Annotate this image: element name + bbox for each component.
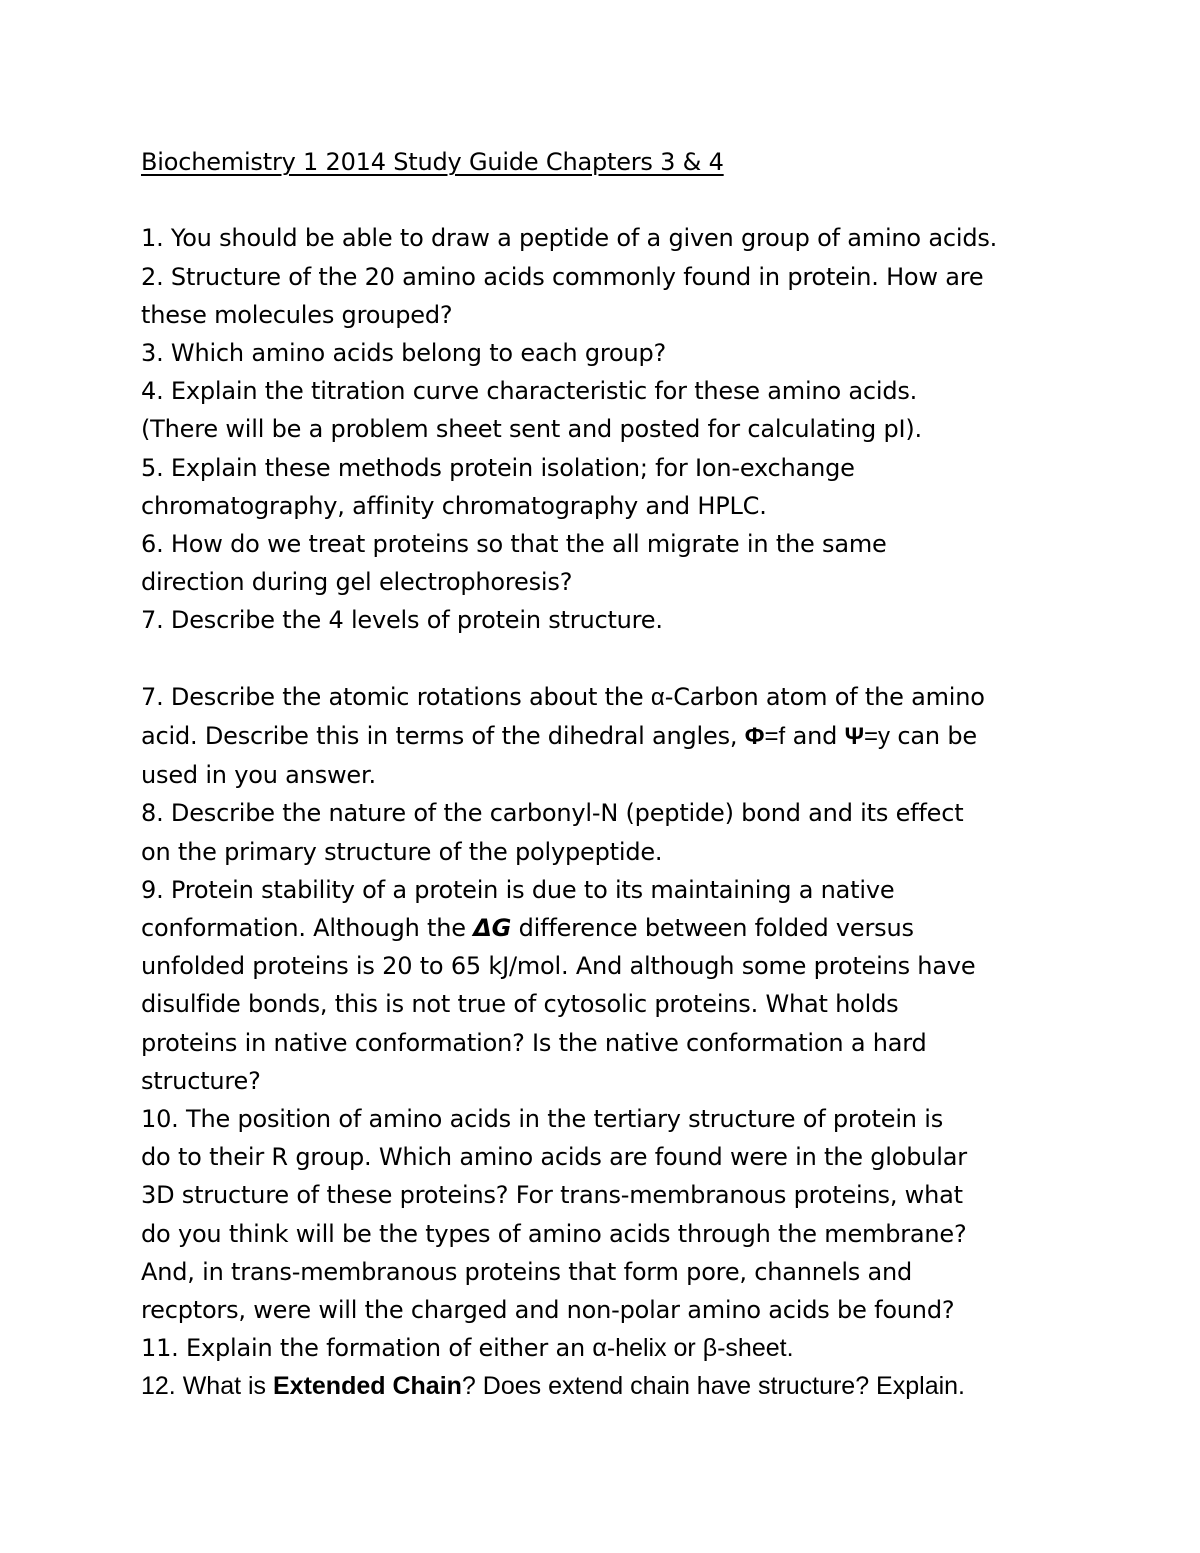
and-text: and [785,722,845,751]
question-9-line-3: unfolded proteins is 20 to 65 kJ/mol. And although some proteins have [141,952,976,981]
study-guide-body [141,143,1081,1406]
question-11-text-b: α-helix or β-sheet. [592,1334,794,1363]
question-10-line-1: 10. The position of amino acids in the tertiary structure of protein is [141,1105,943,1134]
question-11-text-a: 11. Explain the formation of either an [141,1334,593,1363]
question-9-line-4: disulfide bonds, this is not true of cytosolic proteins. What holds [141,990,899,1019]
question-12-text-b: ? Does extend chain have structure? Explain. [461,1372,965,1401]
question-7b-line-2 [141,717,1081,756]
question-10-line-5: And, in trans-membranous proteins that form pore, channels and [141,1257,913,1286]
question-9-text-b: difference between folded versus [511,914,914,943]
question-5-line-1: 5. Explain these methods protein isolation; for Ion-exchange [141,453,855,482]
question-1: 1. You should be able to draw a peptide of a given group of amino acids. [141,224,998,253]
question-6-line-1: 6. How do we treat proteins so that the all migrate in the same [141,530,887,559]
question-7b-line-1 [141,678,1081,717]
question-9-text-a: conformation. Although the [141,914,474,943]
psi-symbol: Ψ [844,723,864,751]
question-10-line-6: recptors, were will the charged and non-polar amino acids be found? [141,1296,955,1325]
question-2-line-2: these molecules grouped? [141,300,453,329]
alpha-symbol: α [650,683,665,711]
question-6-line-2: direction during gel electrophoresis? [141,568,573,597]
question-7b-line-3: used in you answer. [141,761,376,790]
question-7b-text-a: 7. Describe the atomic rotations about the [141,682,651,711]
delta-g-symbol: ΔG [473,914,512,943]
question-7b-text-d: can be [890,722,977,751]
question-7: 7. Describe the 4 levels of protein structure. [141,606,663,635]
question-2-line-1: 2. Structure of the 20 amino acids commonly found in protein. How are [141,262,984,291]
question-7b-text-b: -Carbon atom of the amino [664,682,985,711]
question-4-line-1: 4. Explain the titration curve characteristic for these amino acids. [141,377,918,406]
question-9-line-5: proteins in native conformation? Is the native conformation a hard [141,1028,927,1057]
question-10-line-4: do you think will be the types of amino acids through the membrane? [141,1219,967,1248]
question-12-text-a: 12. What is [141,1372,273,1401]
question-10-line-3: 3D structure of these proteins? For trans-membranous proteins, what [141,1181,963,1210]
phi-equation: =f [764,723,786,751]
question-9-line-2 [141,909,1081,947]
question-4-line-2: (There will be a problem sheet sent and posted for calculating pI). [141,415,922,444]
question-5-line-2: chromatography, affinity chromatography and HPLC. [141,491,767,520]
question-7b-text-c: acid. Describe this in terms of the dihedral angles, [141,722,745,751]
extended-chain-term: Extended Chain [273,1372,462,1401]
page-title: Biochemistry 1 2014 Study Guide Chapters 3 & 4 [141,148,724,176]
question-8-line-1: 8. Describe the nature of the carbonyl-N (peptide) bond and its effect [141,799,964,828]
question-3: 3. Which amino acids belong to each group? [141,339,667,367]
question-10-line-2: do to their R group. Which amino acids are found were in the globular [141,1143,967,1172]
question-9-line-6: structure? [141,1066,261,1095]
phi-symbol: Φ [744,723,765,751]
psi-equation: =y [863,723,890,751]
question-9-line-1: 9. Protein stability of a protein is due to its maintaining a native [141,875,895,904]
blank-line [141,640,1081,678]
question-8-line-2: on the primary structure of the polypeptide. [141,837,663,866]
question-12 [141,1367,1081,1405]
question-11 [141,1329,1081,1367]
